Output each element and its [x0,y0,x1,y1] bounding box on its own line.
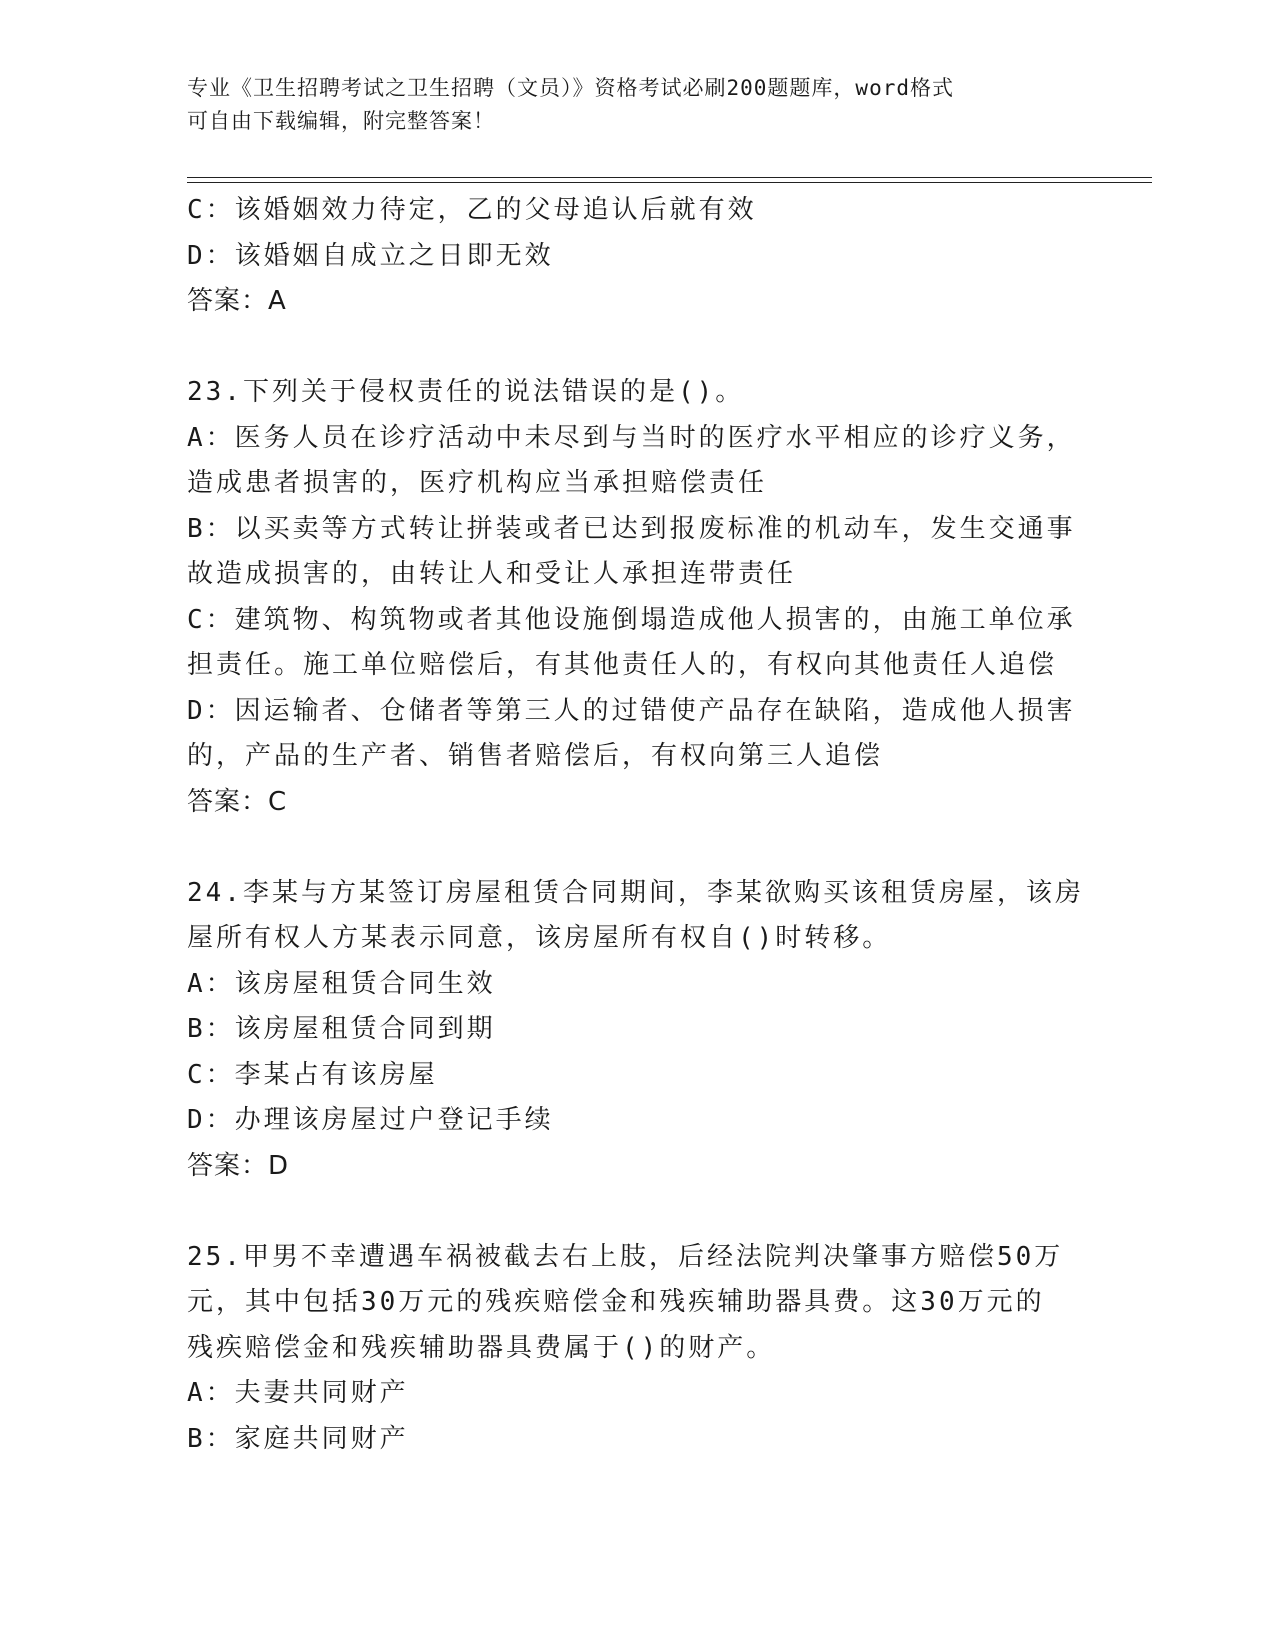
question-24 [187,871,1087,1190]
spacer [187,325,1087,371]
question-stem-continued: 残疾赔偿金和残疾辅助器具费属于()的财产。 [187,1332,776,1363]
header-divider-top [187,177,1152,178]
option-d: D：该婚姻自成立之日即无效 [187,240,554,271]
option-d-continued: 的，产品的生产者、销售者赔偿后，有权向第三人追偿 [187,741,884,771]
answer-line: 答案：A [187,286,287,316]
answer-line: 答案：D [187,1150,290,1181]
header-divider-bottom [187,182,1152,183]
question-stem: 25.甲男不幸遭遇车祸被截去右上肢，后经法院判决肇事方赔偿50万 [187,1241,1064,1272]
question-23 [187,370,1087,825]
document-header [187,72,1087,138]
option-b: B：家庭共同财产 [187,1423,409,1454]
spacer [187,1189,1087,1235]
option-b-continued: 故造成损害的，由转让人和受让人承担连带责任 [187,559,797,589]
option-a: A：该房屋租赁合同生效 [187,968,496,999]
question-stem-continued: 屋所有权人方某表示同意，该房屋所有权自()时转移。 [187,923,892,953]
spacer [187,825,1087,871]
option-b: B：该房屋租赁合同到期 [187,1014,496,1044]
option-a-continued: 造成患者损害的，医疗机构应当承担赔偿责任 [187,468,768,498]
question-22-tail [187,188,1087,325]
document-body [187,188,1087,1462]
option-a: A：夫妻共同财产 [187,1378,409,1408]
header-line-1: 专业《卫生招聘考试之卫生招聘（文员）》资格考试必刷200题题库，word格式 [187,76,954,100]
option-d: D：办理该房屋过户登记手续 [187,1105,554,1135]
question-stem: 24.李某与方某签订房屋租赁合同期间，李某欲购买该租赁房屋，该房 [187,877,1084,908]
option-b: B：以买卖等方式转让拼装或者已达到报废标准的机动车，发生交通事 [187,513,1076,544]
question-stem-continued: 元，其中包括30万元的残疾赔偿金和残疾辅助器具费。这30万元的 [187,1287,1045,1317]
option-c: C：该婚姻效力待定，乙的父母追认后就有效 [187,195,757,225]
option-c-continued: 担责任。施工单位赔偿后，有其他责任人的，有权向其他责任人追偿 [187,650,1058,680]
option-d: D：因运输者、仓储者等第三人的过错使产品存在缺陷，造成他人损害 [187,695,1076,726]
header-line-2: 可自由下载编辑，附完整答案！ [187,109,495,133]
option-c: C：建筑物、构筑物或者其他设施倒塌造成他人损害的，由施工单位承 [187,604,1076,635]
answer-line: 答案：C [187,786,288,817]
option-a: A：医务人员在诊疗活动中未尽到与当时的医疗水平相应的诊疗义务， [187,422,1076,453]
question-25 [187,1235,1087,1463]
option-c: C：李某占有该房屋 [187,1059,438,1090]
question-stem: 23.下列关于侵权责任的说法错误的是()。 [187,377,745,407]
